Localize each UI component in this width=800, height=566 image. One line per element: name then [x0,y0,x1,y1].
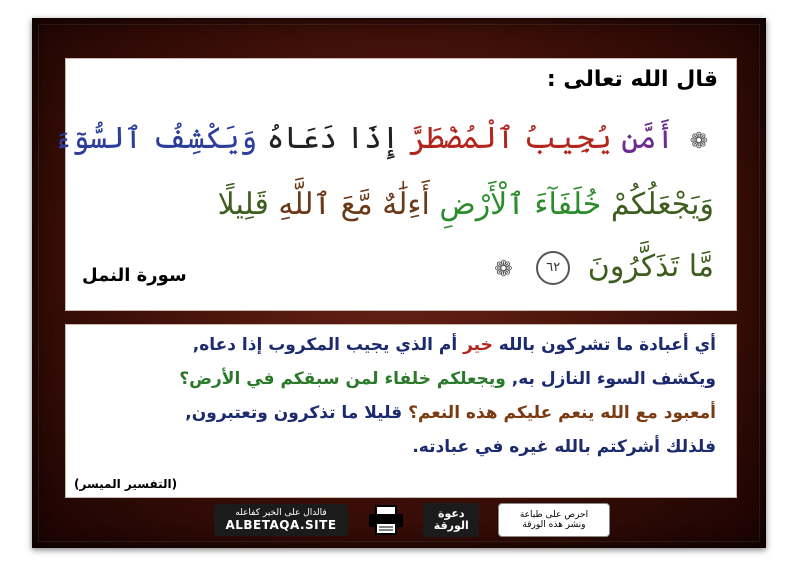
verse-word: وَيَكْشِفُ [151,121,258,156]
verse-word: مَّا [688,249,714,284]
verse-word: يُجِيبُ [523,121,612,156]
verse-word: ٱلْمُضْطَرَّ [408,121,515,156]
tafsir-line-1 [193,335,716,355]
verse-header: قال الله تعالى : [546,67,718,92]
verse-word: إِذَا دَعَاهُ [266,121,400,156]
verse-word: مَّعَ ٱللَّهِ [278,187,373,222]
tafsir-card [65,324,737,498]
tafsir-segment: أي [688,335,716,355]
tafsir-line-2 [179,369,716,389]
tafsir-source: (التفسير الميسر) [74,477,178,491]
verse-line-1 [54,121,714,156]
ayah-number-badge: ٦٢ [536,251,570,285]
reminder-line-1: احرص على طباعة [519,510,589,520]
footer [214,500,610,540]
printer-icon [367,505,405,535]
tafsir-segment: ويجعلكم خلفاء لمن سبقكم في الأرض؟ [179,369,506,389]
tafsir-segment: قليلا ما تذكرون وتعتبرون, [185,403,409,423]
verse-word: وَيَجْعَلُكُمْ [610,187,714,222]
verse-word: أَءِلَٰهٌ [382,187,430,222]
verse-word: قَلِيلًا [217,187,269,222]
reminder-line-2: ونشر هذه الورقة [522,520,586,530]
tafsir-segment: أمعبود مع الله ينعم عليكم هذه النعم؟ [408,403,716,423]
site-url: ALBETAQA.SITE [225,518,337,532]
tafsir-segment: ويكشف السوء النازل به, [505,369,716,389]
verse-card [54,58,737,311]
tafsir-segment: أعبادة ما تشركون بالله [498,335,689,355]
ornament-close-icon: ❁ [494,257,513,282]
verse-line-2 [88,187,714,222]
surah-name: سورة النمل [82,265,187,286]
tafsir-segment: فلذلك أشركتم بالله غيره في عبادته. [412,437,716,457]
site-slogan: فالدال على الخير كفاعله [235,508,327,518]
print-reminder [498,503,610,537]
verse-word: تَذَكَّرُونَ [587,249,680,284]
ornament-open-icon: ❁ [689,129,708,154]
tafsir-line-4 [412,437,716,457]
tafsir-segment: خير [463,335,499,355]
verse-word: ٱلسُّوٓءَ [54,121,143,156]
tafsir-segment: أم الذي يجيب المكروب إذا دعاه, [192,335,464,355]
logo: دعوة الورقة [423,503,479,537]
verse-word: أَمَّن [621,121,675,156]
tafsir-line-3 [185,403,716,423]
verse-word: خُلَفَآءَ ٱلْأَرْضِ [439,187,602,222]
site-badge[interactable] [214,504,348,536]
